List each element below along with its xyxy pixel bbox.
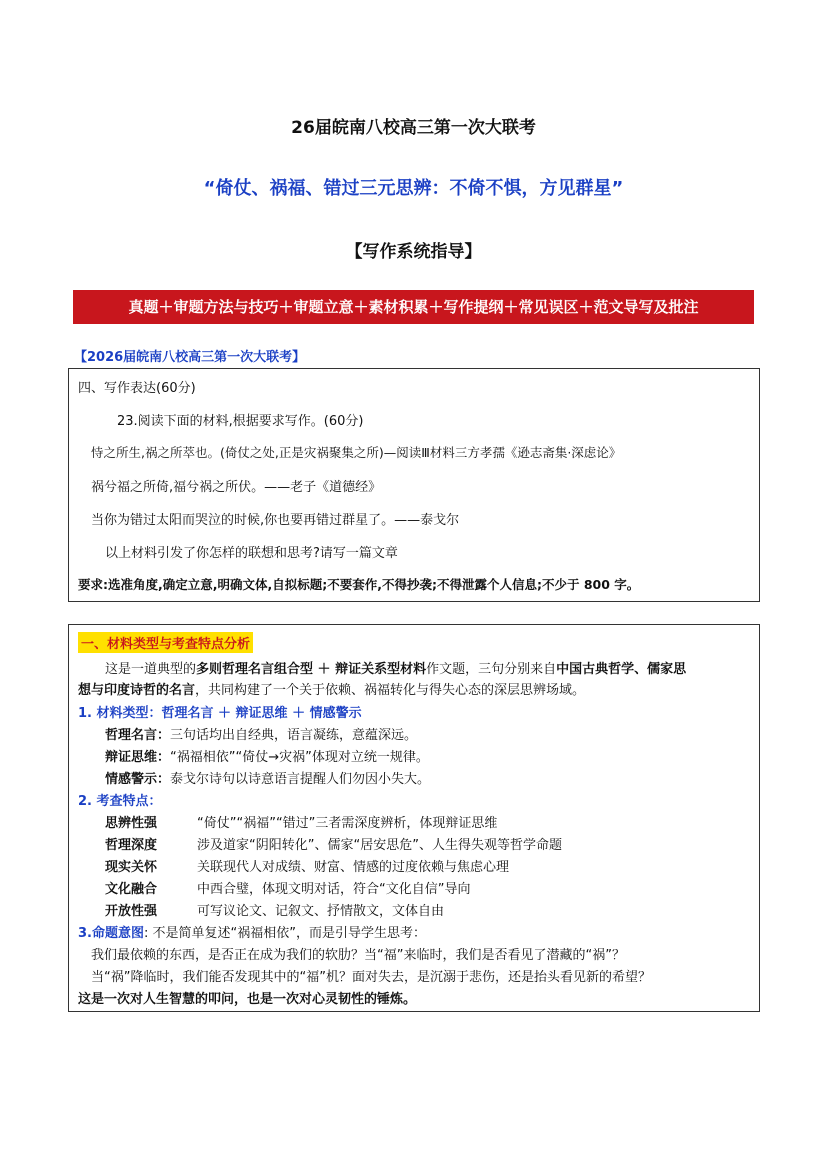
question-requirement: 要求:选准角度,确定立意,明确文体,自拟标题;不要套作,不得抄袭;不得泄露个人信息;不少于 800 字。 — [78, 577, 640, 592]
point1-term: 哲理名言： — [105, 728, 171, 743]
point2-desc: 涉及道家“阴阳转化”、儒家“居安思危”、人生得失观等哲学命题 — [197, 838, 562, 853]
point1-title: 1. 材料类型：哲理名言 ＋ 辩证思维 ＋ 情感警示 — [78, 706, 362, 721]
point2-item — [105, 903, 444, 921]
point1-item — [105, 749, 429, 767]
point1-item — [105, 771, 430, 789]
quote-tagore: 当你为错过太阳而哭泣的时候,你也要再错过群星了。——泰戈尔 — [91, 513, 460, 528]
point1-desc: 三句话均出自经典，语言凝练，意蕴深远。 — [170, 728, 418, 743]
point3-text: : 不是简单复述“祸福相依”，而是引导学生思考： — [143, 926, 426, 941]
point1-term: 情感警示： — [105, 772, 171, 787]
question-prompt: 23.阅读下面的材料,根据要求写作。(60分) — [117, 414, 364, 429]
section-title: 【写作系统指导】 — [345, 242, 482, 262]
point3-label: 3.命题意图 — [78, 926, 144, 941]
point1-term: 辩证思维： — [105, 750, 171, 765]
intro-text-c: 作文题，三句分别来自 — [426, 662, 557, 677]
intro-line2-b: ，共同构建了一个关于依赖、祸福转化与得失心态的深层思辨场域。 — [195, 683, 586, 698]
intro-text-b: 多则哲理名言组合型 ＋ 辩证关系型材料 — [196, 662, 427, 677]
point2-desc: 可写议论文、记叙文、抒情散文，文体自由 — [197, 904, 445, 919]
point2-term: 现实关怀 — [105, 860, 158, 875]
analysis-intro-line1 — [105, 661, 686, 679]
analysis-heading: 一、材料类型与考查特点分析 — [78, 632, 253, 653]
analysis-intro-line2 — [78, 682, 585, 700]
point2-title: 2. 考查特点： — [78, 794, 162, 809]
point2-desc: “倚仗”“祸福”“错过”三者需深度辨析，体现辩证思维 — [197, 816, 498, 831]
intro-text-a: 这是一道典型的 — [105, 662, 197, 677]
point2-item — [105, 881, 470, 899]
exam-label: 【2026届皖南八校高三第一次大联考】 — [74, 350, 306, 365]
point2-term: 文化融合 — [105, 882, 158, 897]
point2-item — [105, 837, 562, 855]
page-title: 26届皖南八校高三第一次大联考 — [291, 118, 536, 138]
point2-term: 哲理深度 — [105, 838, 158, 853]
point2-item — [105, 859, 509, 877]
quote-laozi: 祸兮福之所倚,福兮祸之所伏。——老子《道德经》 — [91, 480, 382, 495]
point3-line — [78, 925, 426, 943]
intro-line2-a: 想与印度诗哲的名言 — [78, 683, 196, 698]
intro-text-d: 中国古典哲学、儒家思 — [556, 662, 687, 677]
page-subtitle: “倚仗、祸福、错过三元思辨：不倚不惧，方见群星” — [203, 178, 624, 199]
point2-desc: 关联现代人对成绩、财富、情感的过度依赖与焦虑心理 — [197, 860, 510, 875]
closing-statement: 这是一次对人生智慧的叩问，也是一次对心灵韧性的锤炼。 — [78, 992, 417, 1007]
point2-desc: 中西合璧，体现文明对话，符合“文化自信”导向 — [197, 882, 471, 897]
question-instruction: 以上材料引发了你怎样的联想和思考?请写一篇文章 — [105, 546, 398, 561]
point1-desc: “祸福相依”“倚仗→灾祸”体现对立统一规律。 — [170, 750, 429, 765]
analysis-box — [68, 624, 760, 1012]
point1-item — [105, 727, 417, 745]
question-box — [68, 368, 760, 602]
point2-term: 思辨性强 — [105, 816, 158, 831]
quote-fang-xiaoru: 恃之所生,祸之所萃也。(倚仗之处,正是灾祸聚集之所)—阅读Ⅲ材料三方孝孺《逊志斋集·深虑论》 — [91, 445, 622, 460]
point2-term: 开放性强 — [105, 904, 158, 919]
question-line-2: 当“祸”降临时，我们能否发现其中的“福”机？面对失去，是沉溺于悲伤，还是抬头看见新的希望？ — [91, 970, 651, 985]
question-heading: 四、写作表达(60分) — [78, 381, 196, 396]
question-line-1: 我们最依赖的东西，是否正在成为我们的软肋？当“福”来临时，我们是否看见了潜藏的“祸”？ — [91, 948, 625, 963]
point2-item — [105, 815, 497, 833]
point1-desc: 泰戈尔诗句以诗意语言提醒人们勿因小失大。 — [170, 772, 431, 787]
topics-banner: 真题＋审题方法与技巧＋审题立意＋素材积累＋写作提纲＋常见误区＋范文导写及批注 — [73, 290, 754, 324]
